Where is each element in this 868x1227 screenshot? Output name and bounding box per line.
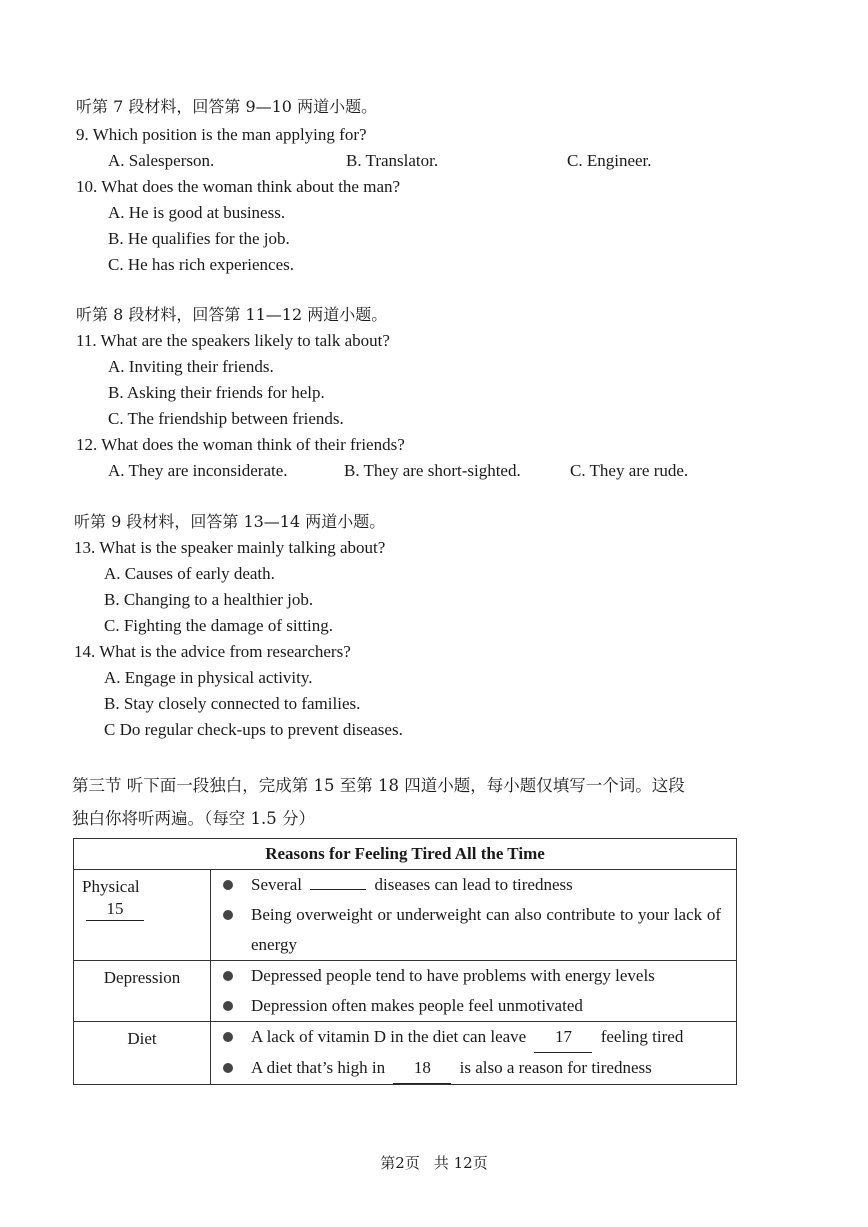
section7-heading: 听第 7 段材料，回答第 9—10 两道小题。 — [76, 97, 378, 116]
list-item — [211, 1022, 736, 1053]
q9-option-b[interactable]: B. Translator. — [346, 151, 439, 170]
q11-option-c[interactable]: C. The friendship between friends. — [108, 409, 344, 428]
q10-stem: 10. What does the woman think about the man? — [76, 177, 401, 196]
list-item — [211, 991, 736, 1021]
q13-stem: 13. What is the speaker mainly talking about? — [74, 538, 386, 557]
q12-option-c[interactable]: C. They are rude. — [570, 461, 689, 480]
item-text: A diet that’s high in — [251, 1058, 386, 1077]
item-text: diseases can lead to tiredness — [374, 875, 573, 894]
q9-stem: 9. Which position is the man applying for? — [76, 125, 367, 144]
page-number: 第2页 — [380, 1154, 420, 1172]
page-total: 共 12页 — [433, 1154, 488, 1172]
q14-option-c[interactable]: C Do regular check-ups to prevent diseases. — [104, 720, 403, 739]
answer-blank-15[interactable]: 15 — [86, 898, 144, 921]
items-cell — [211, 1022, 737, 1085]
q13-option-c[interactable]: C. Fighting the damage of sitting. — [104, 616, 334, 635]
list-item — [211, 1053, 736, 1084]
table-row-depression — [74, 961, 737, 1022]
q10-option-c[interactable]: C. He has rich experiences. — [108, 255, 294, 274]
category-cell — [74, 870, 211, 961]
category-label: Diet — [127, 1029, 157, 1048]
q12-stem: 12. What does the woman think of their friends? — [76, 435, 405, 454]
item-text: A lack of vitamin D in the diet can leave — [251, 1027, 527, 1046]
bullet-icon — [223, 1032, 233, 1042]
q11-stem: 11. What are the speakers likely to talk about? — [76, 331, 390, 350]
item-text: is also a reason for tiredness — [459, 1058, 652, 1077]
answer-blank-16[interactable] — [310, 889, 366, 890]
reasons-table — [73, 838, 737, 1085]
table-row-physical — [74, 870, 737, 961]
bullet-icon — [223, 910, 233, 920]
category-label: Physical — [82, 877, 140, 896]
section8-heading: 听第 8 段材料，回答第 11—12 两道小题。 — [76, 305, 388, 324]
table-title: Reasons for Feeling Tired All the Time — [74, 839, 737, 870]
category-cell — [74, 961, 211, 1022]
q14-option-a[interactable]: A. Engage in physical activity. — [104, 668, 313, 687]
category-label: Depression — [103, 968, 181, 987]
list-item — [211, 900, 736, 960]
items-cell — [211, 961, 737, 1022]
bullet-icon — [223, 880, 233, 890]
item-text: Depressed people tend to have problems with energy levels — [251, 966, 655, 985]
table-row-diet — [74, 1022, 737, 1085]
q9-option-a[interactable]: A. Salesperson. — [108, 151, 215, 170]
item-text: feeling tired — [600, 1027, 684, 1046]
q11-option-a[interactable]: A. Inviting their friends. — [108, 357, 274, 376]
item-text: Several — [251, 875, 302, 894]
part3-instruction-line1: 第三节 听下面一段独白，完成第 15 至第 18 四道小题，每小题仅填写一个词。这段 — [72, 776, 685, 795]
bullet-icon — [223, 1001, 233, 1011]
list-item — [211, 961, 736, 991]
item-text: Depression often makes people feel unmotivated — [251, 996, 583, 1015]
item-text: Being overweight or underweight can also contribute to your lack of energy — [251, 905, 721, 954]
section9-heading: 听第 9 段材料，回答第 13—14 两道小题。 — [74, 512, 386, 531]
q11-option-b[interactable]: B. Asking their friends for help. — [108, 383, 325, 402]
q12-option-a[interactable]: A. They are inconsiderate. — [108, 461, 288, 480]
q14-stem: 14. What is the advice from researchers? — [74, 642, 351, 661]
bullet-icon — [223, 1063, 233, 1073]
q13-option-a[interactable]: A. Causes of early death. — [104, 564, 275, 583]
category-cell — [74, 1022, 211, 1085]
q14-option-b[interactable]: B. Stay closely connected to families. — [104, 694, 361, 713]
q10-option-a[interactable]: A. He is good at business. — [108, 203, 286, 222]
bullet-icon — [223, 971, 233, 981]
list-item — [211, 870, 736, 900]
q10-option-b[interactable]: B. He qualifies for the job. — [108, 229, 290, 248]
page-footer — [0, 1152, 868, 1173]
part3-instruction-line2: 独白你将听两遍。（每空 1.5 分） — [72, 809, 315, 828]
q9-option-c[interactable]: C. Engineer. — [567, 151, 652, 170]
answer-blank-18[interactable]: 18 — [393, 1053, 451, 1084]
answer-blank-17[interactable]: 17 — [534, 1022, 592, 1053]
items-cell — [211, 870, 737, 961]
q12-option-b[interactable]: B. They are short-sighted. — [344, 461, 521, 480]
q13-option-b[interactable]: B. Changing to a healthier job. — [104, 590, 314, 609]
